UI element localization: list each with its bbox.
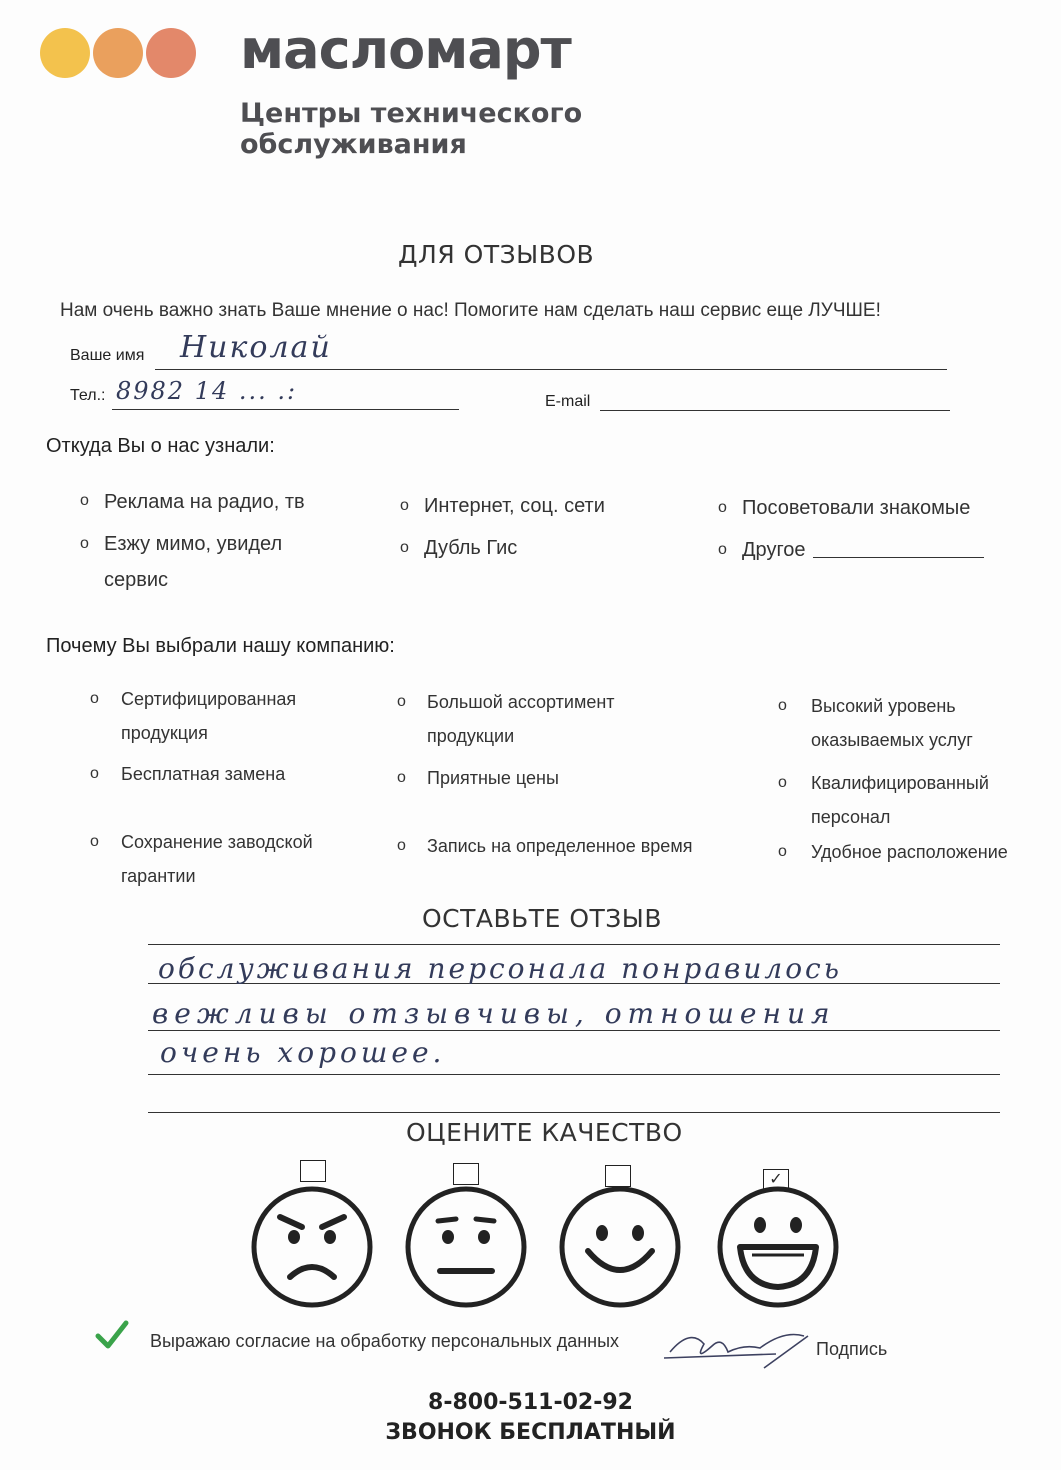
radio-bullet[interactable]: o bbox=[718, 499, 727, 516]
radio-bullet[interactable]: o bbox=[397, 837, 406, 854]
rating-title: ОЦЕНИТЕ КАЧЕСТВО bbox=[406, 1118, 683, 1147]
source-option-2gis[interactable]: Дубль Гис bbox=[424, 537, 518, 559]
radio-bullet[interactable]: o bbox=[778, 843, 787, 860]
radio-bullet[interactable]: o bbox=[90, 690, 99, 707]
rating-checkbox-neutral[interactable] bbox=[453, 1163, 479, 1185]
review-title: ОСТАВЬТЕ ОТЗЫВ bbox=[422, 904, 663, 933]
source-option-drive-by[interactable]: Езжу мимо, увидел сервис bbox=[104, 533, 283, 591]
radio-bullet[interactable]: o bbox=[80, 535, 89, 552]
radio-bullet[interactable]: o bbox=[400, 497, 409, 514]
name-field[interactable]: Николай bbox=[180, 330, 332, 365]
source-option-friends[interactable]: Посоветовали знакомые bbox=[742, 497, 971, 519]
logo-dot-orange bbox=[93, 28, 143, 78]
review-line bbox=[148, 1112, 1000, 1113]
radio-bullet[interactable]: o bbox=[80, 492, 89, 509]
name-field-line bbox=[155, 369, 947, 370]
form-intro: Нам очень важно знать Ваше мнение о нас! Помогите нам сделать наш сервис еще ЛУЧШЕ! bbox=[60, 300, 881, 321]
source-option-internet[interactable]: Интернет, соц. сети bbox=[424, 495, 605, 517]
review-text-line-1[interactable]: обслуживания персонала понравилось bbox=[158, 952, 842, 985]
form-title: ДЛЯ ОТЗЫВОВ bbox=[398, 240, 595, 269]
other-field-line bbox=[813, 557, 984, 558]
brand-subtitle: Центры технического обслуживания bbox=[240, 98, 583, 160]
reason-option-warranty[interactable]: Сохранение заводской гарантии bbox=[121, 832, 313, 886]
radio-bullet[interactable]: o bbox=[778, 697, 787, 714]
hotline-note: ЗВОНОК БЕСПЛАТНЫЙ bbox=[385, 1420, 676, 1445]
radio-bullet[interactable]: o bbox=[778, 774, 787, 791]
check-mark: ✓ bbox=[769, 1171, 783, 1188]
neutral-face-icon[interactable] bbox=[404, 1185, 528, 1309]
email-field-line bbox=[600, 410, 950, 411]
reason-option-qualified-staff[interactable]: Квалифицированный персонал bbox=[811, 773, 989, 827]
reason-option-appointment[interactable]: Запись на определенное время bbox=[427, 836, 693, 856]
radio-bullet[interactable]: o bbox=[397, 693, 406, 710]
name-label: Ваше имя bbox=[70, 347, 145, 364]
phone-field-line bbox=[112, 409, 459, 410]
source-option-ads[interactable]: Реклама на радио, тв bbox=[104, 491, 305, 513]
radio-bullet[interactable]: o bbox=[718, 541, 727, 558]
review-text-line-3[interactable]: очень хорошее. bbox=[160, 1036, 446, 1069]
email-label: E-mail bbox=[545, 393, 591, 410]
reason-option-certified[interactable]: Сертифицированная продукция bbox=[121, 689, 297, 743]
reason-option-high-level[interactable]: Высокий уровень оказываемых услуг bbox=[811, 696, 973, 750]
laughing-face-icon[interactable] bbox=[716, 1185, 840, 1309]
signature-label: Подпись bbox=[816, 1339, 888, 1359]
brand-name: масломарт bbox=[240, 18, 571, 81]
reason-option-prices[interactable]: Приятные цены bbox=[427, 768, 559, 788]
logo bbox=[0, 0, 220, 100]
reason-option-location[interactable]: Удобное расположение bbox=[811, 842, 1008, 862]
logo-dot-coral bbox=[146, 28, 196, 78]
review-text-line-2[interactable]: вежливы отзывчивы, отношения bbox=[152, 997, 836, 1030]
radio-bullet[interactable]: o bbox=[90, 833, 99, 850]
smiling-face-icon[interactable] bbox=[558, 1185, 682, 1309]
review-line bbox=[148, 944, 1000, 945]
review-line bbox=[148, 1074, 1000, 1075]
reason-option-assortment[interactable]: Большой ассортимент продукции bbox=[427, 692, 615, 746]
source-question-title: Откуда Вы о нас узнали: bbox=[46, 435, 275, 457]
rating-checkbox-smile[interactable] bbox=[605, 1165, 631, 1187]
source-option-other[interactable]: Другое bbox=[742, 539, 806, 561]
reason-option-free-replacement[interactable]: Бесплатная замена bbox=[121, 764, 286, 784]
reason-question-title: Почему Вы выбрали нашу компанию: bbox=[46, 635, 395, 657]
radio-bullet[interactable]: o bbox=[400, 539, 409, 556]
angry-face-icon[interactable] bbox=[250, 1185, 374, 1309]
rating-checkbox-angry[interactable] bbox=[300, 1160, 326, 1182]
hotline-phone[interactable]: 8-800-511-02-92 bbox=[428, 1390, 633, 1415]
check-icon bbox=[95, 1320, 129, 1350]
logo-dot-yellow bbox=[40, 28, 90, 78]
radio-bullet[interactable]: o bbox=[90, 765, 99, 782]
consent-text: Выражаю согласие на обработку персональных данных bbox=[150, 1331, 620, 1351]
phone-field[interactable]: 8982 14 ... .: bbox=[116, 377, 298, 405]
signature-mark[interactable] bbox=[664, 1322, 814, 1370]
radio-bullet[interactable]: o bbox=[397, 769, 406, 786]
phone-label: Тел.: bbox=[70, 387, 106, 404]
review-line bbox=[148, 1030, 1000, 1031]
